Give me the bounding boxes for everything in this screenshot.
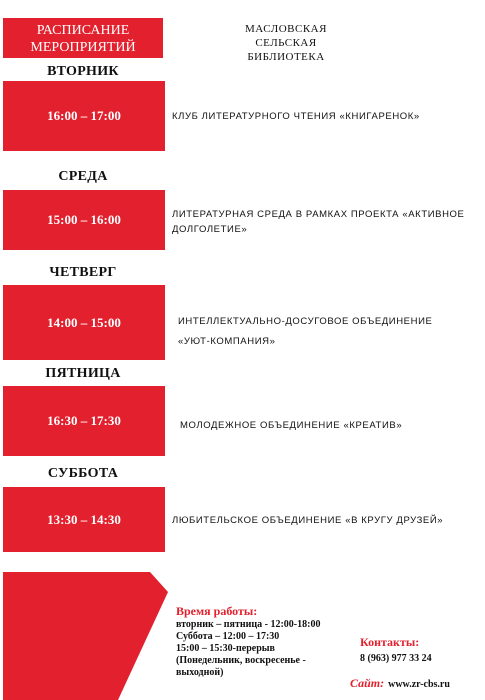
event-line-2: «УЮТ-КОМПАНИЯ» — [178, 336, 276, 347]
hours-line-3: 15:00 – 15:30-перерыв — [176, 643, 275, 654]
event-wednesday — [172, 207, 464, 237]
time-slot-saturday — [3, 487, 165, 552]
day-label-saturday: СУББОТА — [47, 466, 119, 481]
schedule-banner — [3, 18, 163, 58]
banner-line-2: МЕРОПРИЯТИЙ — [30, 40, 136, 55]
time-text: 13:30 – 14:30 — [47, 511, 121, 527]
time-slot-wednesday — [3, 190, 165, 250]
day-label-wednesday: СРЕДА — [58, 169, 108, 184]
working-hours-title: Время работы: — [176, 604, 258, 618]
event-line-2: ДОЛГОЛЕТИЕ» — [172, 224, 248, 235]
hours-line-1: вторник – пятница - 12:00-18:00 — [176, 619, 321, 630]
event-line-1: МОЛОДЕЖНОЕ ОБЪЕДИНЕНИЕ «КРЕАТИВ» — [180, 420, 403, 431]
library-name — [216, 22, 356, 64]
event-saturday — [172, 513, 443, 528]
contacts-title: Контакты: — [360, 635, 420, 649]
event-thursday — [178, 312, 432, 352]
time-text: 16:00 – 17:00 — [47, 108, 121, 123]
time-text: 15:00 – 16:00 — [47, 212, 121, 227]
library-line-1: МАСЛОВСКАЯ СЕЛЬСКАЯ — [245, 23, 327, 49]
event-line-1: КЛУБ ЛИТЕРАТУРНОГО ЧТЕНИЯ «КНИГАРЕНОК» — [172, 111, 420, 122]
time-slot-thursday — [3, 285, 165, 360]
contact-site — [350, 674, 450, 692]
library-line-2: БИБЛИОТЕКА — [247, 51, 325, 63]
day-label-thursday: ЧЕТВЕРГ — [49, 265, 117, 280]
time-text: 14:00 – 15:00 — [47, 314, 121, 330]
event-line-1: ИНТЕЛЛЕКТУАЛЬНО-ДОСУГОВОЕ ОБЪЕДИНЕНИЕ — [178, 316, 433, 327]
event-tuesday — [172, 109, 420, 124]
hours-line-4: (Понедельник, воскресенье - — [176, 655, 306, 666]
site-link[interactable]: www.zr-cbs.ru — [388, 679, 450, 690]
working-hours — [176, 604, 320, 679]
banner-line-1: РАСПИСАНИЕ — [36, 23, 130, 38]
contact-phone: 8 (963) 977 33 24 — [360, 653, 432, 664]
hours-line-5: выходной) — [176, 667, 224, 678]
hours-line-2: Суббота – 12:00 – 17:30 — [176, 631, 280, 642]
time-slot-tuesday — [3, 81, 165, 151]
time-text: 16:30 – 17:30 — [47, 413, 121, 428]
day-label-friday: ПЯТНИЦА — [45, 366, 121, 381]
event-line-1: ЛЮБИТЕЛЬСКОЕ ОБЪЕДИНЕНИЕ «В КРУГУ ДРУЗЕЙ» — [172, 515, 444, 526]
decorative-red-shape — [0, 572, 172, 700]
day-label-tuesday: ВТОРНИК — [47, 64, 119, 79]
time-slot-friday — [3, 386, 165, 456]
event-line-1: ЛИТЕРАТУРНАЯ СРЕДА В РАМКАХ ПРОЕКТА «АКТИВНОЕ — [172, 209, 465, 220]
site-label: Сайт: — [350, 676, 385, 690]
contacts — [360, 635, 432, 664]
event-friday — [180, 418, 402, 433]
